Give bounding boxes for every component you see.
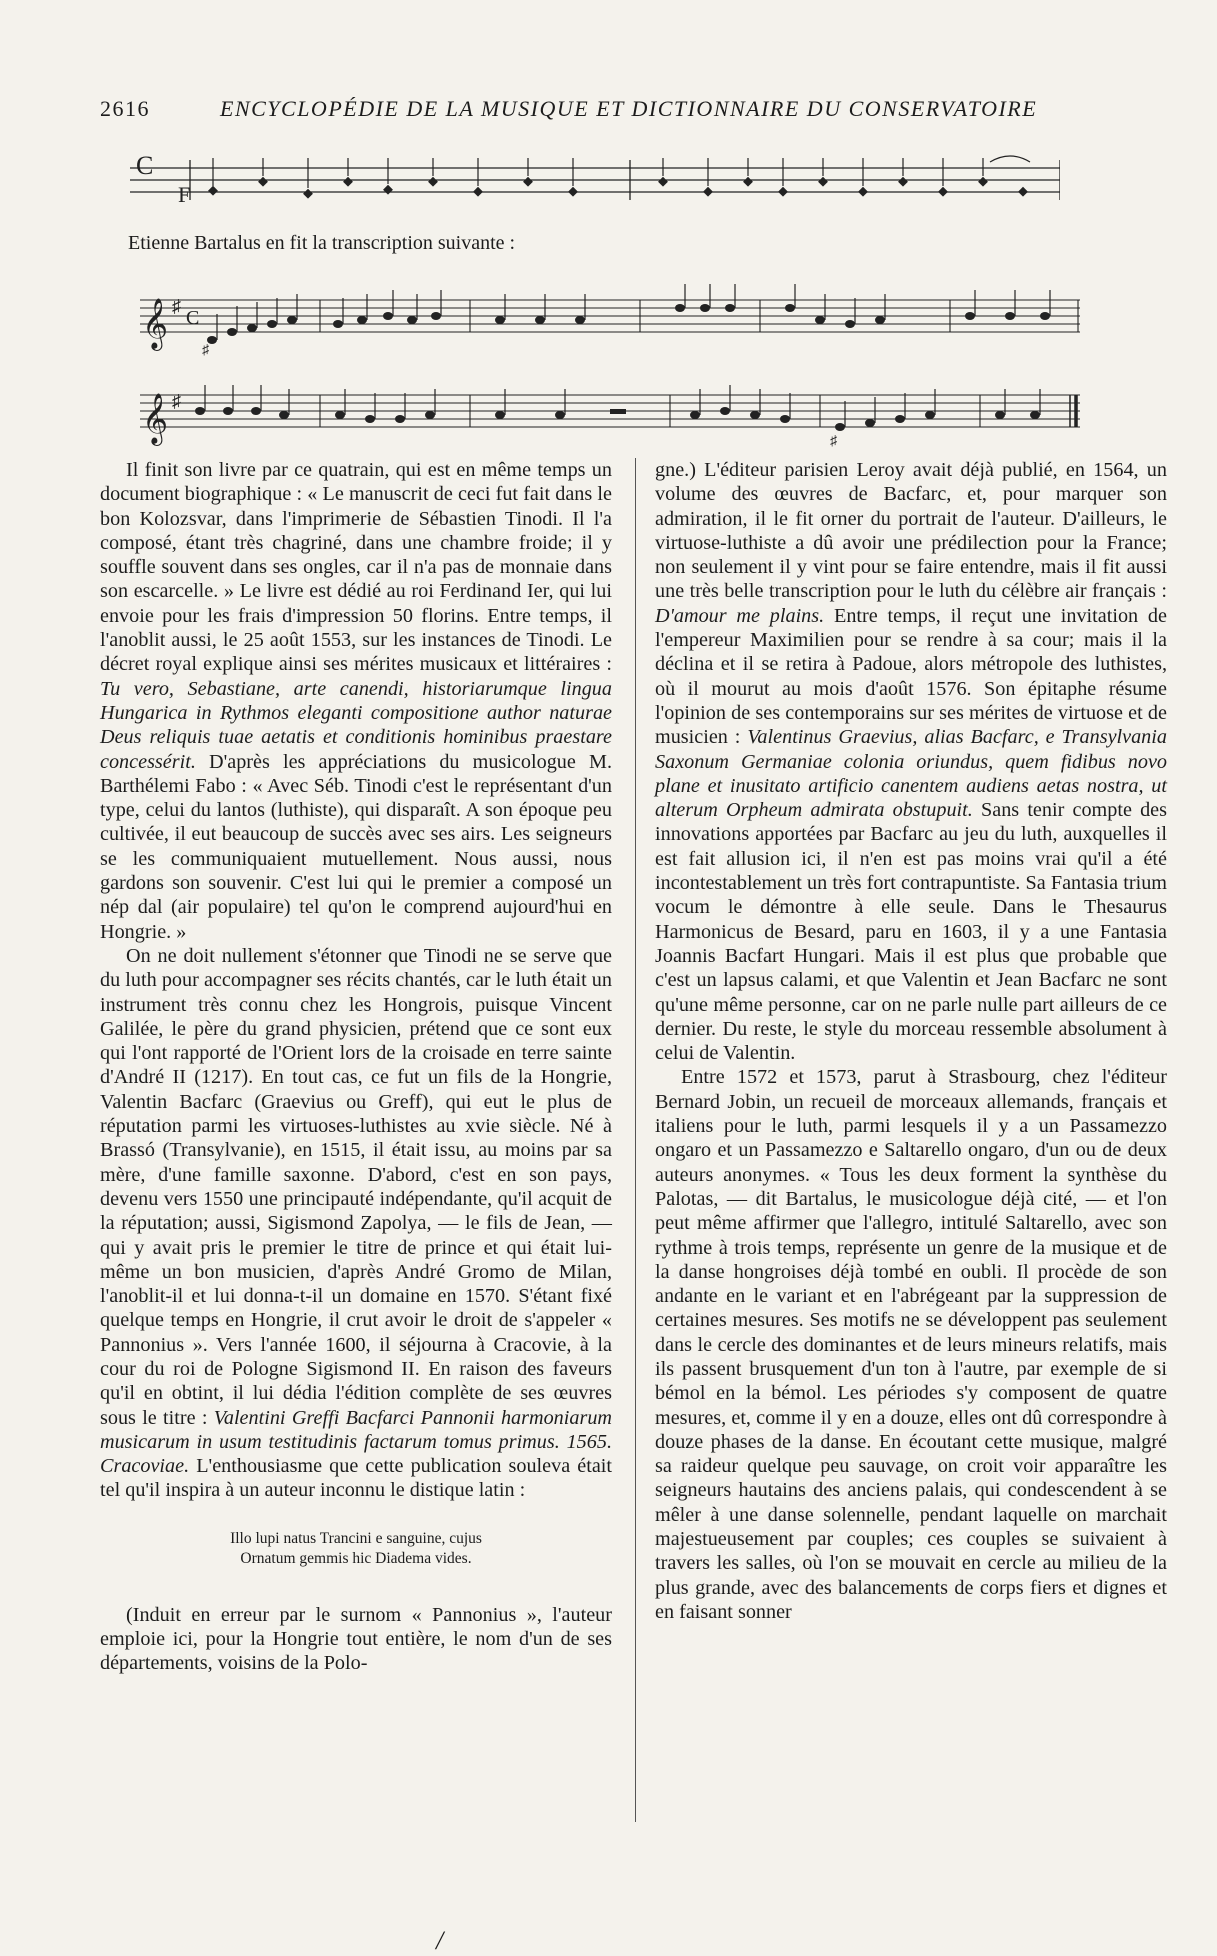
column-divider [635,458,636,1822]
footer-mark: / [436,1926,444,1955]
music-staff-2 [140,375,1080,455]
running-title: ENCYCLOPÉDIE DE LA MUSIQUE ET DICTIONNAIRE DU CONSERVATOIRE [220,96,1038,121]
paragraph: Entre 1572 et 1573, parut à Strasbourg, chez l'éditeur Bernard Jobin, un recueil de morceaux allemands, français et italiens pour le luth, parmi lesquels il y a un Passamezzo ongaro et un Passamezzo e Saltarello ongaro, d'un ou de deux auteurs anonymes. « Tous les deux forment la synthèse du Palotas, — dit Bartalus, le musicologue déjà cité, — et l'on peut même affirmer que l'allegro, intitulé Saltarello, avec son rythme à trois temps, représente un genre de la musique et de la danse hongroises déjà tombé en oubli. Il procède de son andante en le variant et en l'abrégeant par la suppression de certaines mesures. Ses motifs ne se développent pas seulement dans le cercle des dominantes et de leurs mineurs relatifs, mais ils passent brusquement d'un ton à l'autre, par exemple de si bémol en la bémol. Les périodes s'y composent de quatre mesures, et, comme il y en a douze, elles ont dû correspondre à douze phases de la danse. En écoutant cette musique, malgré sa raideur quelque peu sauvage, on croit voir apparaître les seigneurs hautains des anciens palais, qui condescendent à se mêler à une danse solennelle, pendant laquelle on marchait majestueusement par couples; ces couples se suivaient à travers les salles, où l'on se mouvait en cercle au milieu de la plus grande, avec des balancements de corps fiers et dignes et en faisant sonner [655,1066,1167,1623]
svg-text:C: C [136,151,154,180]
paragraph: On ne doit nullement s'étonner que Tinodi ne se serve que du luth pour accompagner ses récits chantés, car le luth était un instrument très connu chez les Hongrois, puisque Vincent Galilée, le père du grand physicien, prétend que ce sont eux qui l'ont rapporté de l'Orient lors de la croisade en terre sainte d'André II (1217). En tout cas, ce fut un fils de la Hongrie, Valentin Bacfarc (Graevius ou Greff), qui eut le plus de réputation parmi les virtuoses-luthistes au xvie siècle. Né à Brassó (Transylvanie), en 1515, il était issu, au moins par sa mère, d'une famille saxonne. D'abord, c'est en son pays, devenu vers 1550 une principauté indépendante, qu'il acquit de la réputation; aussi, Sigismond Zapolya, — le fils de Jean, — qui y avait pris le premier le titre de prince et qui était lui-même un bon musicien, d'après André Gromo de Milan, l'anoblit-il et lui donna-t-il un domaine en 1570. S'étant fixé quelque temps en Hongrie, il crut avoir le droit de s'appeler « Pannonius ». Vers l'année 1600, il séjourna à Cracovie, à la cour du roi de Pologne Sigismond II. En raison des faveurs qu'il en obtint, il lui dédia l'édition complète de ses œuvres sous le titre : Valentini Greffi Bacfarci Pannonii harmoniarum musicarum in usum testitudinis factarum tomus primus. 1565. Cracoviae. L'enthousiasme que cette publication souleva était tel qu'il inspira à un auteur inconnu le distique latin : [100,944,612,1502]
paragraph: gne.) L'éditeur parisien Leroy avait déjà publié, en 1564, un volume des œuvres de Bacfarc, et, pour marquer son admiration, il le fit orner du portrait de l'auteur. D'ailleurs, le virtuose-luthiste a dû avoir une prédilection pour la France; non seulement il y vint pour se faire entendre, mais il fit aussi une très belle transcription pour le luth du célèbre air français : D'amour me plains. Entre temps, il reçut une invitation de l'empereur Maximilien pour se rendre à sa cour; mais il la déclina et il se retira à Padoue, alors métropole des luthistes, où il mourut au mois d'août 1576. Son épitaphe résume l'opinion de ses contemporains sur ses mérites de virtuose et de musicien : Valentinus Graevius, alias Bacfarc, e Transylvania Saxonum Germaniae colonia oriundus, quem fidibus novo plane et inusitato artificio canentem audiens aetas nostra, ut alterum Orpheum admirata obstupuit. Sans tenir compte des innovations apportées par Bacfarc au jeu du luth, auxquelles il est fait allusion ici, il n'en est pas moins vrai qu'il a été incontestablement un très fort contrapuntiste. Sa Fantasia trium vocum le démontre à elle seule. Dans le Thesaurus Harmonicus de Besard, paru en 1603, il y a une Fantasia Joannis Bacfart Hungari. Mais il est plus que probable que c'est un lapsus calami, et que Valentin et Jean Bacfarc ne sont qu'une même personne, car on ne parle nulle part ailleurs de ce dernier. Du reste, le style du morceau ressemble absolument à celui de Valentin. [655,459,1168,1065]
latin-epitaph: Valentinus Graevius, alias Bacfarc, e Transylvania Saxonum Germaniae colonia oriundus, quem fidibus novo plane et inusitato artificio canentem audiens aetas nostra, ut alterum Orpheum admirata obstupuit. [655,726,1167,822]
svg-text:𝄞: 𝄞 [142,393,169,444]
paragraph: Il finit son livre par ce quatrain, qui est en même temps un document biographique : « Le manuscrit de ceci fut fait dans le bon Kolozsvar, dans l'imprimerie de Sébastien Tinodi. Il l'a composé, étant très chagriné, dans une chambre froide; il y souffle souvent dans ses ongles, car il n'a pas de monnaie dans son escarcelle. » Le livre est dédié au roi Ferdinand Ier, qui lui envoie pour les frais d'impression 50 florins. Entre temps, il l'anoblit aussi, le 25 août 1553, sur les instances de Tinodi. Le décret royal explique ainsi ses mérites musicaux et littéraires : Tu vero, Sebastiane, arte canendi, historiarumque lingua Hungarica in Rythmos eleganti compositione author naturae Deus reliquis tuae aetatis et conditionis hominibus praestare concessérit. D'après les appréciations du musicologue M. Barthélemi Fabo : « Avec Séb. Tinodi c'est le représentant d'un type, celui du lantos (luthiste), qui disparaît. A son époque peu cultivée, il eut beaucoup de succès avec ses airs. Les seigneurs se les communiquaient mutuellement. Nous aussi, nous gardons son souvenir. C'est lui qui le premier a composé un nép dal (air populaire) tel qu'on le comprend aujourd'hui en Hongrie. » [100,459,612,943]
svg-text:F: F [178,182,191,207]
latin-distich: Illo lupi natus Trancini e sanguine, cujus Ornatum gemmis hic Diadema vides. [230,1529,482,1567]
music-staff-1 [140,280,1080,360]
latin-decree: Tu vero, Sebastiane, arte canendi, historiarumque lingua Hungarica in Rythmos eleganti compositione author naturae Deus reliquis tuae aetatis et conditionis hominibus praestare concessérit. [100,677,612,773]
song-title: D'amour me plains. [655,604,825,627]
svg-text:♯: ♯ [172,296,181,316]
svg-text:♯: ♯ [172,391,181,411]
latin-title: Valentini Greffi Bacfarci Pannonii harmoniarum musicarum in usum testitudinis factarum tomus primus. 1565. Cracoviae. [100,1406,612,1478]
svg-text:♯: ♯ [830,434,837,449]
left-column [100,458,612,1676]
running-header [100,96,1060,126]
svg-text:𝄞: 𝄞 [142,298,169,349]
paragraph: (Induit en erreur par le surnom « Pannonius », l'auteur emploie ici, pour la Hongrie tout entière, le nom d'un de ses départements, voisins de la Polo- [100,1603,612,1675]
lute-tablature [130,150,1060,210]
svg-text:C: C [186,307,200,329]
page-number: 2616 [100,96,150,121]
svg-text:♯: ♯ [202,343,209,358]
transcription-caption: Etienne Bartalus en fit la transcription suivante : [128,232,516,254]
right-column [655,458,1167,1624]
